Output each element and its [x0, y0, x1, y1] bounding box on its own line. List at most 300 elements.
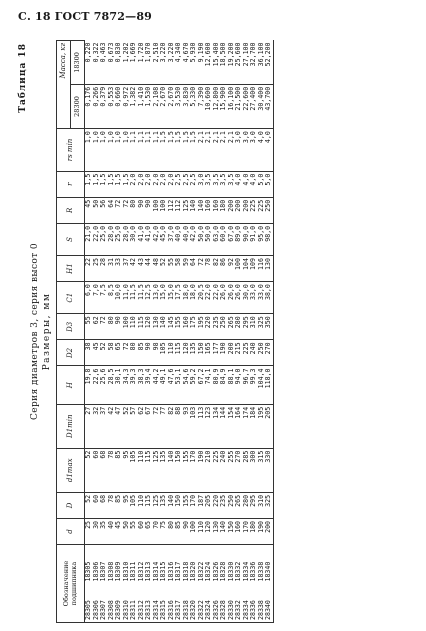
- table-cell: 42,0: [190, 223, 198, 255]
- table-cell: 100: [235, 256, 243, 282]
- table-cell: 1,5: [160, 129, 168, 171]
- table-cell: 240: [220, 448, 228, 492]
- table-cell: 175: [190, 314, 198, 340]
- table-cell: 37: [123, 256, 131, 282]
- col-mass-group: Масса, кг: [57, 41, 71, 129]
- table-cell: 4,0: [258, 129, 266, 171]
- table-cell: 0,673: [108, 41, 116, 85]
- table-cell: 28316: [168, 584, 176, 623]
- table-cell: 42: [108, 404, 116, 448]
- table-cell: 98,0: [265, 223, 273, 255]
- table-cell: 21,0: [85, 223, 93, 255]
- table-cell: 18306: [91, 561, 100, 582]
- table-cell: 150: [228, 518, 236, 544]
- table-cell: 57: [130, 404, 138, 448]
- col-designation: Обозначение подшипника: [57, 545, 85, 623]
- table-cell: 55: [130, 518, 138, 544]
- table-cell: 174: [243, 404, 251, 448]
- table-cell: 215: [235, 340, 243, 366]
- table-cell: 90: [115, 314, 123, 340]
- col-R: R: [57, 197, 85, 223]
- table-cell: 250: [265, 197, 273, 223]
- table-cell: 28310: [123, 584, 131, 623]
- table-cell: 50: [123, 518, 131, 544]
- table-row: [220, 41, 228, 623]
- table-cell: 18320: [189, 561, 197, 582]
- table-cell: 1,0: [100, 129, 108, 171]
- table-subtitle: Размеры, мм: [42, 292, 52, 371]
- table-cell: 28,5: [108, 366, 116, 404]
- table-cell: 78: [108, 448, 116, 492]
- table-row: [168, 41, 176, 623]
- table-row: [93, 41, 101, 623]
- table-cell: 37: [100, 404, 108, 448]
- table-cell: 34,3: [123, 366, 131, 404]
- table-cell: 67: [145, 404, 153, 448]
- col-r: r: [57, 171, 85, 197]
- table-cell: 27: [85, 404, 93, 448]
- table-cell: 235: [220, 492, 228, 518]
- table-cell: 26,0: [220, 282, 228, 314]
- table-cell: 140: [168, 448, 176, 492]
- table-cell: 99,3: [250, 366, 258, 404]
- table-cell: 18316: [166, 561, 175, 582]
- table-cell: 28312: [138, 584, 146, 623]
- table-cell: 65: [145, 518, 153, 544]
- table-cell: 95,0: [258, 223, 266, 255]
- table-cell: 28336: [250, 584, 258, 623]
- table-cell: 3,0: [250, 129, 258, 171]
- table-cell: 3,0: [243, 129, 251, 171]
- table-cell: 350: [265, 314, 273, 340]
- table-row: [100, 41, 108, 623]
- table-cell: 49,1: [160, 366, 168, 404]
- table-cell: 270: [265, 340, 273, 366]
- table-cell: 41,0: [145, 223, 153, 255]
- table-cell: 28314: [153, 584, 161, 623]
- table-cell: 4,0: [235, 171, 243, 197]
- table-cell: 28307: [100, 584, 108, 623]
- bearing-dimensions-table: [56, 40, 274, 623]
- table-cell: 31: [108, 256, 116, 282]
- table-cell: 15,900: [220, 84, 228, 128]
- table-cell: 55: [85, 314, 93, 340]
- table-cell: 100: [190, 518, 198, 544]
- table-cell: 220: [205, 314, 213, 340]
- table-cell: 22,6: [93, 366, 101, 404]
- table-row: [250, 41, 258, 623]
- table-cell: 45: [85, 197, 93, 223]
- table-cell: 26,0: [228, 282, 236, 314]
- table-cell: 1,1: [138, 129, 146, 171]
- table-cell: 22,600: [243, 84, 251, 128]
- table-cell: 80: [130, 197, 138, 223]
- table-cell: 64: [108, 197, 116, 223]
- table-cell: 85: [175, 518, 183, 544]
- table-cell: 68: [100, 492, 108, 518]
- table-cell: 85: [115, 492, 123, 518]
- table-cell: 28338: [258, 584, 266, 623]
- table-cell: 89,0: [235, 223, 243, 255]
- table-cell: 140: [220, 518, 228, 544]
- table-cell: 80: [168, 518, 176, 544]
- table-cell: 205: [205, 492, 213, 518]
- table-cell: 295: [250, 492, 258, 518]
- table-cell: 225: [213, 448, 221, 492]
- table-cell: 0,553: [108, 84, 116, 128]
- table-cell: 1,530: [145, 84, 153, 128]
- table-cell: 105: [130, 448, 138, 492]
- table-cell: 82: [168, 404, 176, 448]
- table-cell: 140: [190, 197, 198, 223]
- table-cell: 25: [93, 256, 101, 282]
- table-cell: 310: [258, 492, 266, 518]
- table-cell: 3,0: [198, 171, 206, 197]
- table-row: [235, 41, 243, 623]
- table-cell: 116: [258, 256, 266, 282]
- table-cell: 160: [213, 197, 221, 223]
- table-cell: 58: [108, 340, 116, 366]
- table-cell: 18324: [204, 561, 212, 582]
- table-cell: 95: [123, 448, 131, 492]
- table-cell: 60: [93, 492, 101, 518]
- table-cell: 200: [235, 197, 243, 223]
- table-cell: 18,500: [220, 41, 228, 85]
- table-cell: 160: [205, 197, 213, 223]
- table-cell: 200: [228, 197, 236, 223]
- table-cell: 28334: [243, 584, 251, 623]
- table-cell: 9,190: [198, 41, 206, 85]
- table-cell: 250: [228, 492, 236, 518]
- table-cell: 13,0: [153, 282, 161, 314]
- table-cell: 11,0: [123, 282, 131, 314]
- table-cell: 78: [205, 256, 213, 282]
- table-cell: 1,410: [138, 84, 146, 128]
- table-cell: 30,1: [115, 366, 123, 404]
- table-cell: 37,0: [168, 223, 176, 255]
- table-cell: 2,0: [160, 171, 168, 197]
- table-cell: 2,0: [153, 171, 161, 197]
- table-cell: 1,1: [145, 129, 153, 171]
- table-cell: 180: [250, 518, 258, 544]
- table-cell: 74,1: [205, 366, 213, 404]
- table-cell: 0,322: [93, 41, 101, 85]
- table-cell: 11,5: [130, 282, 138, 314]
- table-cell: 110: [138, 448, 146, 492]
- table-cell: 15,0: [168, 282, 176, 314]
- table-cell: 30,400: [258, 84, 266, 128]
- table-cell: 1,202: [123, 41, 131, 85]
- table-cell: 55: [168, 256, 176, 282]
- table-row: [123, 41, 131, 623]
- table-row: [85, 41, 93, 623]
- table-cell: 1,5: [190, 129, 198, 171]
- table-cell: 40,0: [175, 223, 183, 255]
- table-cell: 3,220: [168, 41, 176, 85]
- table-cell: 225: [250, 197, 258, 223]
- table-cell: 155: [183, 448, 191, 492]
- table-cell: 120: [183, 340, 191, 366]
- table-cell: 280: [243, 492, 251, 518]
- table-cell: 27,100: [243, 41, 251, 85]
- table-cell: 18305: [84, 561, 92, 582]
- table-cell: 43,700: [265, 84, 273, 128]
- table-cell: 250: [258, 340, 266, 366]
- table-cell: 18314: [151, 561, 160, 582]
- table-cell: 15,0: [160, 282, 168, 314]
- table-cell: 85: [138, 340, 146, 366]
- table-cell: 0,830: [115, 41, 123, 85]
- table-cell: 105: [160, 340, 168, 366]
- table-cell: 1,1: [153, 129, 161, 171]
- table-cell: 64: [190, 256, 198, 282]
- table-cell: 4,0: [250, 171, 258, 197]
- table-cell: 105: [130, 492, 138, 518]
- table-cell: 110: [168, 340, 176, 366]
- table-cell: 28324: [205, 584, 213, 623]
- table-cell: 2,510: [153, 41, 161, 85]
- table-cell: 177: [213, 340, 221, 366]
- table-cell: 18308: [106, 561, 115, 582]
- table-cell: 3,530: [175, 84, 183, 128]
- table-cell: 6,0: [85, 282, 93, 314]
- table-cell: 5,330: [190, 84, 198, 128]
- table-cell: 140: [198, 197, 206, 223]
- table-cell: 62: [138, 404, 146, 448]
- table-cell: 112: [168, 197, 176, 223]
- table-cell: 12,800: [213, 84, 221, 128]
- table-cell: 28320: [190, 584, 198, 623]
- table-cell: 3,5: [220, 171, 228, 197]
- table-cell: 12,5: [145, 282, 153, 314]
- col-H1: H1: [57, 256, 85, 282]
- table-cell: 32: [93, 404, 101, 448]
- table-cell: 52: [100, 340, 108, 366]
- table-cell: 225: [258, 197, 266, 223]
- table-cell: 59,2: [190, 366, 198, 404]
- table-cell: 115: [145, 448, 153, 492]
- table-cell: 15,400: [213, 41, 221, 85]
- table-cell: 18310: [121, 561, 130, 582]
- table-cell: 28340: [265, 584, 273, 623]
- table-cell: 187: [198, 492, 206, 518]
- table-cell: 70: [153, 518, 161, 544]
- table-cell: 19,200: [228, 41, 236, 85]
- table-cell: 0,220: [85, 41, 93, 85]
- table-cell: 4,340: [175, 41, 183, 85]
- table-cell: 3,5: [213, 171, 221, 197]
- table-cell: 100: [153, 197, 161, 223]
- table-cell: 154: [228, 404, 236, 448]
- table-cell: 140: [168, 492, 176, 518]
- table-cell: 50,0: [205, 223, 213, 255]
- table-cell: 180: [220, 197, 228, 223]
- table-cell: 25: [85, 518, 93, 544]
- table-cell: 0,379: [100, 84, 108, 128]
- table-cell: 150: [175, 448, 183, 492]
- table-cell: 53,1: [175, 366, 183, 404]
- table-cell: 125: [153, 448, 161, 492]
- table-cell: 59: [183, 256, 191, 282]
- table-cell: 28322: [198, 584, 206, 623]
- table-cell: 11,5: [138, 282, 146, 314]
- table-cell: 190: [220, 340, 228, 366]
- table-cell: 22,0: [205, 282, 213, 314]
- table-cell: 60,0: [220, 223, 228, 255]
- table-cell: 75: [160, 518, 168, 544]
- table-cell: 88,1: [228, 366, 236, 404]
- table-cell: 18318: [181, 561, 190, 582]
- table-cell: 26,0: [235, 282, 243, 314]
- table-cell: 135: [160, 448, 168, 492]
- table-cell: 90,0: [243, 223, 251, 255]
- table-cell: 28318: [183, 584, 191, 623]
- table-cell: 18315: [159, 561, 167, 582]
- table-cell: 28317: [175, 584, 183, 623]
- table-cell: 113: [198, 404, 206, 448]
- col-D3: D3: [57, 314, 85, 340]
- table-cell: 39,3: [130, 366, 138, 404]
- table-row: [160, 41, 168, 623]
- table-cell: 325: [258, 314, 266, 340]
- table-cell: 250: [220, 314, 228, 340]
- table-cell: 0,972: [123, 84, 131, 128]
- table-head: [57, 41, 85, 623]
- table-cell: 1,5: [93, 171, 101, 197]
- col-D2: D2: [57, 340, 85, 366]
- table-cell: 115: [138, 314, 146, 340]
- table-cell: 4,670: [183, 41, 191, 85]
- table-cell: 18307: [99, 561, 107, 582]
- table-cell: 240: [250, 340, 258, 366]
- table-cell: 27,400: [250, 84, 258, 128]
- table-cell: 255: [228, 448, 236, 492]
- col-d1max: d1max: [57, 448, 85, 492]
- col-rsmin: rs min: [57, 129, 85, 171]
- table-cell: 68: [100, 448, 108, 492]
- table-cell: 170: [190, 448, 198, 492]
- table-cell: 86: [220, 256, 228, 282]
- table-cell: 58: [175, 256, 183, 282]
- table-cell: 52: [160, 256, 168, 282]
- table-cell: 265: [228, 314, 236, 340]
- table-row: [108, 41, 116, 623]
- table-cell: 145: [168, 314, 176, 340]
- table-cell: 165: [205, 340, 213, 366]
- table-cell: 28,0: [108, 223, 116, 255]
- table-cell: 28308: [108, 584, 116, 623]
- table-cell: 91,0: [250, 223, 258, 255]
- table-cell: 17,5: [175, 282, 183, 314]
- table-cell: 1,5: [115, 171, 123, 197]
- table-row: [190, 41, 198, 623]
- table-cell: 160: [183, 314, 191, 340]
- table-cell: 1,5: [85, 171, 93, 197]
- table-row: [258, 41, 266, 623]
- table-cell: 295: [243, 314, 251, 340]
- table-cell: 40: [108, 518, 116, 544]
- table-body: [85, 41, 274, 623]
- table-cell: 2,5: [190, 171, 198, 197]
- table-cell: 2,0: [130, 171, 138, 197]
- table-cell: 28328: [220, 584, 228, 623]
- table-row: [145, 41, 153, 623]
- table-row: [228, 41, 236, 623]
- table-cell: 118,0: [265, 366, 273, 404]
- table-cell: 52: [123, 404, 131, 448]
- table-cell: 40,0: [183, 223, 191, 255]
- table-title: Серия диаметров 3, серия высот 0: [30, 243, 40, 420]
- table-cell: 3,220: [160, 41, 168, 85]
- table-cell: 18332: [234, 561, 242, 582]
- table-row: [213, 41, 221, 623]
- table-cell: 109: [250, 256, 258, 282]
- table-cell: 19,8: [85, 366, 93, 404]
- table-cell: 78: [108, 492, 116, 518]
- table-cell: 28,0: [123, 223, 131, 255]
- col-mass-18300: 18300: [71, 41, 85, 85]
- table-cell: 95: [123, 492, 131, 518]
- table-cell: 205: [265, 404, 273, 448]
- table-cell: 33,0: [258, 282, 266, 314]
- table-cell: 3,5: [205, 171, 213, 197]
- table-cell: 1,5: [123, 171, 131, 197]
- table-cell: 1,5: [175, 129, 183, 171]
- table-cell: 123: [205, 404, 213, 448]
- table-cell: 300: [250, 448, 258, 492]
- table-cell: 80,9: [213, 366, 221, 404]
- table-cell: 110: [138, 492, 146, 518]
- table-cell: 1,669: [130, 41, 138, 85]
- table-cell: 1,720: [138, 41, 146, 85]
- table-cell: 325: [265, 492, 273, 518]
- table-cell: 48: [153, 256, 161, 282]
- table-cell: 92: [228, 256, 236, 282]
- table-cell: 195: [198, 314, 206, 340]
- table-cell: 200: [265, 518, 273, 544]
- table-cell: 52: [85, 448, 93, 492]
- table-cell: 1,1: [130, 129, 138, 171]
- table-cell: 93: [183, 404, 191, 448]
- table-cell: 3,830: [183, 84, 191, 128]
- table-cell: 200: [228, 340, 236, 366]
- page-header: С. 18 ГОСТ 7872—89: [18, 10, 153, 23]
- table-cell: 18326: [211, 561, 220, 582]
- table-cell: 65: [115, 340, 123, 366]
- table-cell: 225: [243, 340, 251, 366]
- table-cell: 18340: [264, 561, 272, 582]
- table-cell: 125: [153, 492, 161, 518]
- table-cell: 38,0: [265, 282, 273, 314]
- table-cell: 12,600: [205, 41, 213, 85]
- table-cell: 18317: [174, 561, 182, 582]
- table-cell: 47: [115, 404, 123, 448]
- table-cell: 67,0: [228, 223, 236, 255]
- table-cell: 160: [235, 518, 243, 544]
- table-cell: 2,670: [160, 84, 168, 128]
- table-cell: 120: [205, 518, 213, 544]
- table-cell: 18309: [114, 561, 122, 582]
- table-cell: 2,1: [228, 129, 236, 171]
- table-row: [265, 41, 273, 623]
- table-cell: 62: [93, 314, 101, 340]
- table-cell: 110: [198, 518, 206, 544]
- table-cell: 28315: [160, 584, 168, 623]
- table-cell: 10,600: [205, 84, 213, 128]
- table-cell: 270: [235, 448, 243, 492]
- table-cell: 164: [235, 404, 243, 448]
- table-cell: 144: [220, 404, 228, 448]
